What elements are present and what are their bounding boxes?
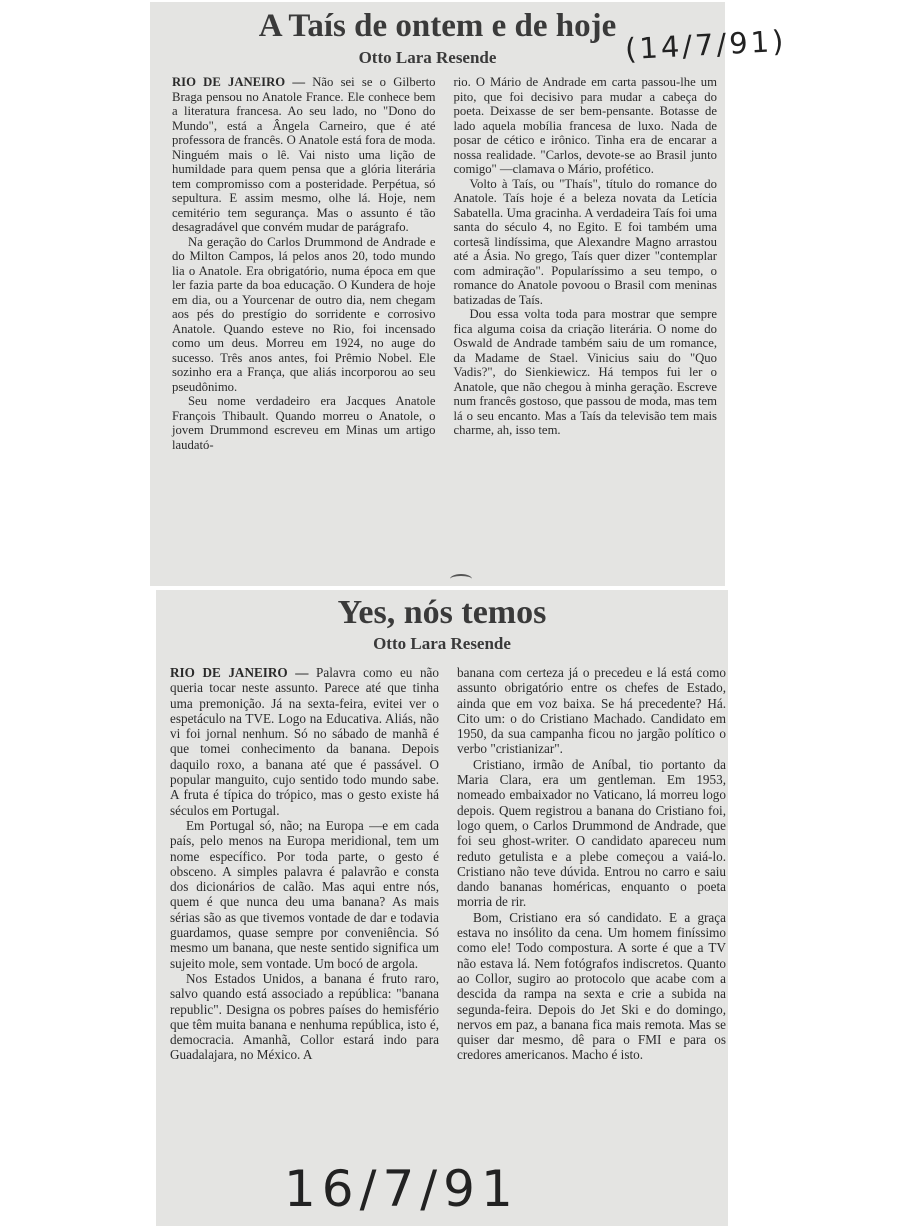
dateline: RIO DE JANEIRO — (170, 665, 309, 680)
paragraph: Em Portugal só, não; na Europa —e em cada país, pelo menos na Europa meridional, tem um nome específico. Por toda parte, o gesto é obsceno. A simples palavra é palavrão e consta dos dicionários de calão. Mas aqui entre nós, quem é que nunca deu uma banana? As mais sérias são as que tivemos vontade de dar e todavia guardamos, quase sempre por conveniência. Só mesmo um banana, que neste sentido significa um sujeito mole, sem vontade. Um bocó de argola. (170, 817, 439, 971)
article-1-body (172, 75, 717, 452)
article-2-right-column (457, 665, 726, 1063)
handwritten-date-1: (14/7/91) (624, 23, 788, 67)
article-1-left-column (172, 75, 436, 452)
article-1-right-column (454, 75, 718, 452)
paragraph: rio. O Mário de Andrade em carta passou-lhe um pito, que foi decisivo para mudar a cabeça do poeta. Deixasse de ser bem-pensante. Botasse de lado aquela mobília francesa de luxo. Nada de posar de cético e irônico. Tinha era de encarar a nossa realidade. "Carlos, devote-se ao Brasil junto comigo" —clamava o Mário, profético. (453, 75, 717, 176)
end-mark (450, 574, 472, 584)
paragraph: Bom, Cristiano era só candidato. E a graça estava no insólito da cena. Um homem finíssimo como ele! Todo compostura. A sorte é que a TV não estava lá. Nem fotógrafos indiscretos. Quanto ao Collor, sugiro ao protocolo que acabe com a descida da rampa na sexta e crie a subida na segunda-feira. Depois do Jet Ski e do domingo, nervos em paz, a banana fica mais remota. Mas se quiser dar mesmo, dê para o FMI e para os credores americanos. Macho é isto. (457, 909, 726, 1063)
article-2-body (170, 665, 726, 1063)
article-2-headline: Yes, nós temos (337, 594, 547, 631)
paragraph: Na geração do Carlos Drummond de Andrade e do Milton Campos, lá pelos anos 20, todo mundo lia o Anatole. Era obrigatório, numa época em que ler fazia parte da boa educação. O Kundera de hoje em dia, ou a Yourcenar de outro dia, nem chegam aos pés do prestígio do sorridente e corrosivo Anatole. Quando esteve no Rio, foi incensado como um deus. Morreu em 1924, no auge do sucesso. Três anos antes, foi Prêmio Nobel. Ele sozinho era a França, que aliás incorporou ao seu pseudônimo. (172, 234, 436, 394)
article-1-byline: Otto Lara Resende (358, 48, 497, 67)
paragraph: Volto à Taís, ou "Thaís", título do romance do Anatole. Taís hoje é a beleza novata da Letícia Sabatella. Uma gracinha. A verdadeira Taís foi uma santa do século 4, no Egito. E foi também uma cortesã lindíssima, que Alexandre Magno arrastou até a Ásia. No grego, Taís quer dizer "contemplar com admiração". Popularíssimo a seu tempo, o romance do Anatole povoou o Brasil com meninas batizadas de Taís. (453, 176, 717, 307)
article-2-left-column (170, 665, 439, 1063)
dateline: RIO DE JANEIRO — (172, 75, 306, 89)
paragraph: Nos Estados Unidos, a banana é fruto raro, salvo quando está associado a república: "banana republic". Designa os pobres países do hemisfério que têm muita banana e nenhuma república, isto é, democracia. Amanhã, Collor estará indo para Guadalajara, no México. A (170, 970, 439, 1063)
newspaper-clipping-1 (150, 2, 788, 586)
paragraph: Cristiano, irmão de Aníbal, tio portanto da Maria Clara, era um gentleman. Em 1953, nomeado embaixador no Vaticano, lá morreu logo depois. Quem registrou a banana do Cristiano foi, logo quem, o Carlos Drummond de Andrade, que foi seu ghost-writer. O candidato apareceu num reduto getulista e a plebe começou a vaiá-lo. Cristiano não teve dúvida. Entrou no carro e saiu dando bananas homéricas, enquanto o poeta morria de rir. (457, 756, 726, 910)
article-1-headline: A Taís de ontem e de hoje (258, 8, 617, 44)
paragraph: RIO DE JANEIRO — Não sei se o Gilberto Braga pensou no Anatole France. Ele conhece bem a literatura francesa. Ao seu lado, no "Dono do Mundo", está a Ângela Carneiro, que é até professora de francês. O Anatole está fora de moda. Ninguém mais o lê. Vai nisto uma lição de humildade para quem pensa que a glória literária tem compromisso com a posteridade. Perpétua, só sepultura. E assim mesmo, olhe lá. Hoje, nem cemitério tem segurança. Mas o assunto é tão desagradável que convém mudar de parágrafo. (172, 75, 436, 234)
handwritten-date-2: 16/7/91 (284, 1160, 519, 1218)
newspaper-clipping-2 (156, 590, 728, 1226)
paragraph: banana com certeza já o precedeu e lá está como assunto obrigatório entre os chefes de Estado, ainda que em voz baixa. Se há precedente? Há. Cito um: o do Cristiano Machado. Candidato em 1950, da sua campanha ficou no jargão político o verbo "cristianizar". (457, 665, 726, 757)
paragraph: Seu nome verdadeiro era Jacques Anatole François Thibault. Quando morreu o Anatole, o jovem Drummond escreveu em Minas um artigo laudató- (172, 394, 436, 452)
article-2-byline: Otto Lara Resende (373, 634, 511, 653)
paragraph: Dou essa volta toda para mostrar que sempre fica alguma coisa da criação literária. O nome do Oswald de Andrade também saiu de um romance, da Madame de Stael. Vinicius saiu do "Quo Vadis?", do Sienkiewicz. Há tempos fui ler o Anatole, que não chegou à minha geração. Escreve num francês gostoso, que passou de moda, mas tem lá o seu encanto. Mas a Taís da televisão tem mais charme, ah, isso tem. (453, 307, 717, 437)
paragraph: RIO DE JANEIRO — Palavra como eu não queria tocar neste assunto. Parece até que tinha uma premonição. Já na sexta-feira, evitei ver o espetáculo na TVE. Logo na Educativa. Aliás, não vi foi jornal nenhum. Só no sábado de manhã é que tomei conhecimento da banana. Depois daquilo roxo, a banana até que é passável. O popular manguito, cujo sentido todo mundo sabe. A fruta é típica do trópico, mas o gesto existe há séculos em Portugal. (170, 665, 439, 818)
